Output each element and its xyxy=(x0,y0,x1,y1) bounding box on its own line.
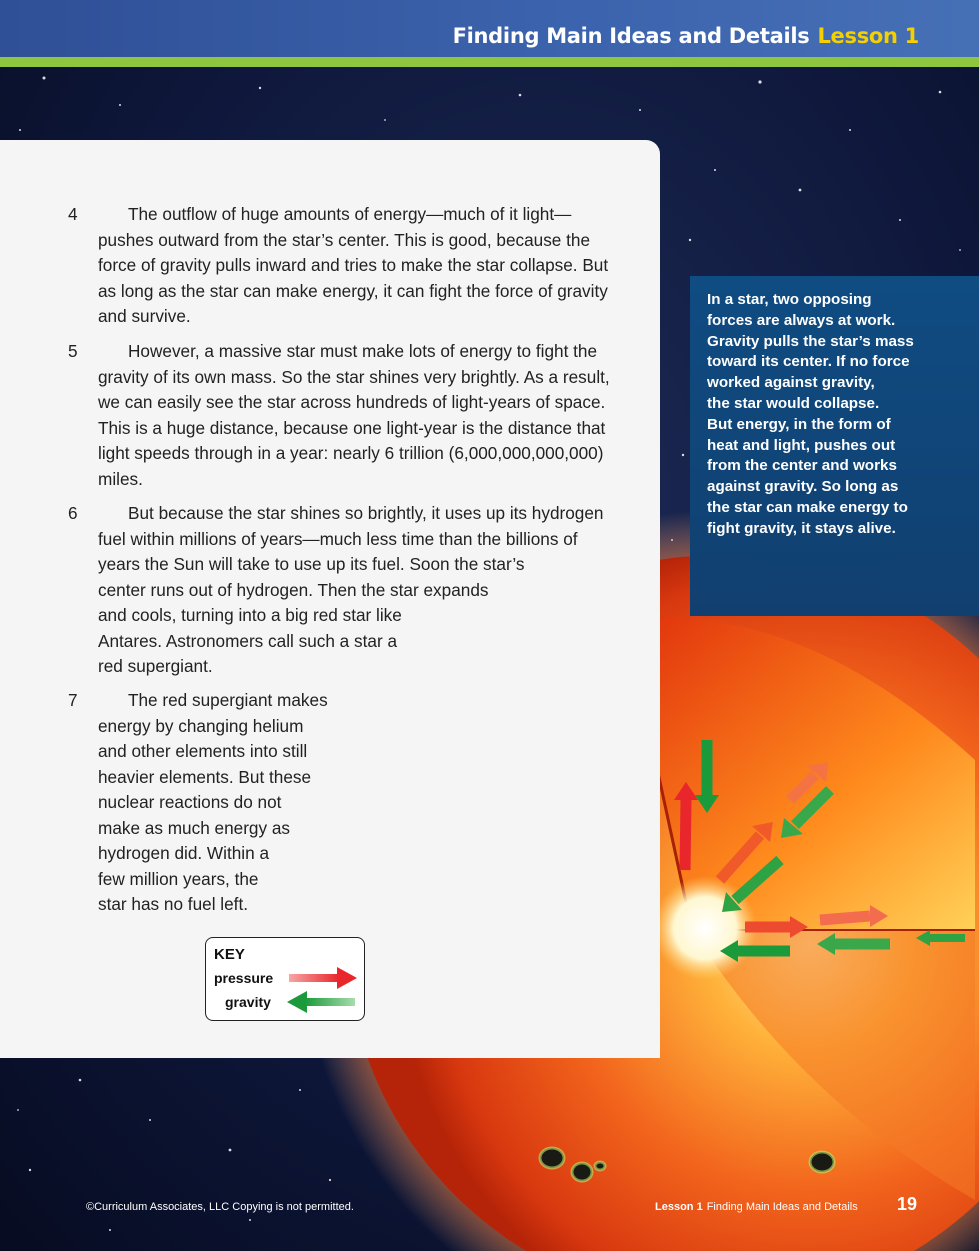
paragraph-line: heavier elements. But these xyxy=(98,766,312,787)
paragraph-line: This is a huge distance, because one light-year is the distance that xyxy=(98,417,606,438)
paragraph-line: energy by changing helium xyxy=(98,715,304,736)
paragraph-line: fuel within millions of years—much less time than the billions of xyxy=(98,528,578,549)
caption-line: fight gravity, it stays alive. xyxy=(707,519,896,537)
page-header-title xyxy=(453,24,919,48)
paragraph-line: gravity of its own mass. So the star shines very brightly. As a result, xyxy=(98,366,610,387)
diagram-key xyxy=(205,937,365,1021)
footer-lesson-title: Finding Main Ideas and Details xyxy=(706,1201,858,1213)
caption-line: the star would collapse. xyxy=(707,394,880,412)
paragraph-line: and cools, turning into a big red star like xyxy=(98,605,402,625)
caption-line: the star can make energy to xyxy=(707,498,908,516)
caption-line: In a star, two opposing xyxy=(707,291,872,308)
paragraph-number: 4 xyxy=(68,204,78,224)
caption-line: against gravity. So long as xyxy=(707,478,899,496)
paragraph-line: years the Sun will take to use up its fuel. Soon the star’s xyxy=(98,554,525,574)
gravity-arrow-icon xyxy=(285,991,355,1013)
paragraph-line: make as much energy as xyxy=(98,817,291,838)
paragraph-number: 5 xyxy=(68,341,78,361)
paragraph-line: However, a massive star must make lots of energy to fight the xyxy=(128,341,598,361)
paragraph-line: we can easily see the star across hundreds of light-years of space. xyxy=(98,392,606,412)
caption-text xyxy=(707,290,947,540)
paragraph-line: nuclear reactions do not xyxy=(98,792,282,812)
footer-copyright: ©Curriculum Associates, LLC Copying is not permitted. xyxy=(86,1201,354,1213)
header-accent-stripe xyxy=(0,57,979,67)
paragraph-line: center runs out of hydrogen. Then the star expands xyxy=(98,579,489,600)
pressure-arrow-icon xyxy=(289,967,359,989)
paragraph-line: The red supergiant makes xyxy=(128,690,328,710)
paragraph-number: 7 xyxy=(68,690,78,710)
page-number: 19 xyxy=(897,1194,918,1214)
header-skill-title: Finding Main Ideas and Details xyxy=(452,24,810,48)
caption-line: from the center and works xyxy=(707,457,897,475)
paragraph-line: few million years, the xyxy=(98,868,259,889)
paragraph-line: and survive. xyxy=(98,306,191,326)
header-lesson-label: Lesson 1 xyxy=(817,24,919,48)
caption-line: forces are always at work. xyxy=(707,311,896,329)
caption-line: heat and light, pushes out xyxy=(707,436,896,454)
paragraph-line: and other elements into still xyxy=(98,741,308,761)
key-title: KEY xyxy=(214,946,245,963)
paragraph-line: pushes outward from the star’s center. This is good, because the xyxy=(98,229,591,250)
key-gravity-label: gravity xyxy=(225,994,271,1010)
caption-line: But energy, in the form of xyxy=(707,415,891,433)
footer-lesson xyxy=(655,1201,858,1213)
paragraph-line: force of gravity pulls inward and tries to make the star collapse. But xyxy=(98,255,609,275)
paragraph-line: But because the star shines so brightly, it uses up its hydrogen xyxy=(128,503,604,523)
paragraph-line: light speeds through in a year: nearly 6 trillion (6,000,000,000,000) xyxy=(98,443,604,463)
paragraph-line: as long as the star can make energy, it can fight the force of gravity xyxy=(98,280,608,301)
caption-line: Gravity pulls the star’s mass xyxy=(707,332,914,350)
paragraph-line: red supergiant. xyxy=(98,656,213,676)
paragraph-line: star has no fuel left. xyxy=(98,894,248,914)
key-pressure-label: pressure xyxy=(214,970,274,986)
paragraph-line: Antares. Astronomers call such a star a xyxy=(98,630,398,651)
paragraph-line: hydrogen did. Within a xyxy=(98,843,270,863)
paragraph-line: The outflow of huge amounts of energy—much of it light— xyxy=(128,204,572,224)
paragraph-number: 6 xyxy=(68,503,78,523)
footer-lesson-label: Lesson 1 xyxy=(655,1201,703,1213)
caption-line: toward its center. If no force xyxy=(707,353,910,371)
caption-line: worked against gravity, xyxy=(707,374,875,392)
paragraph-line: miles. xyxy=(98,468,143,489)
